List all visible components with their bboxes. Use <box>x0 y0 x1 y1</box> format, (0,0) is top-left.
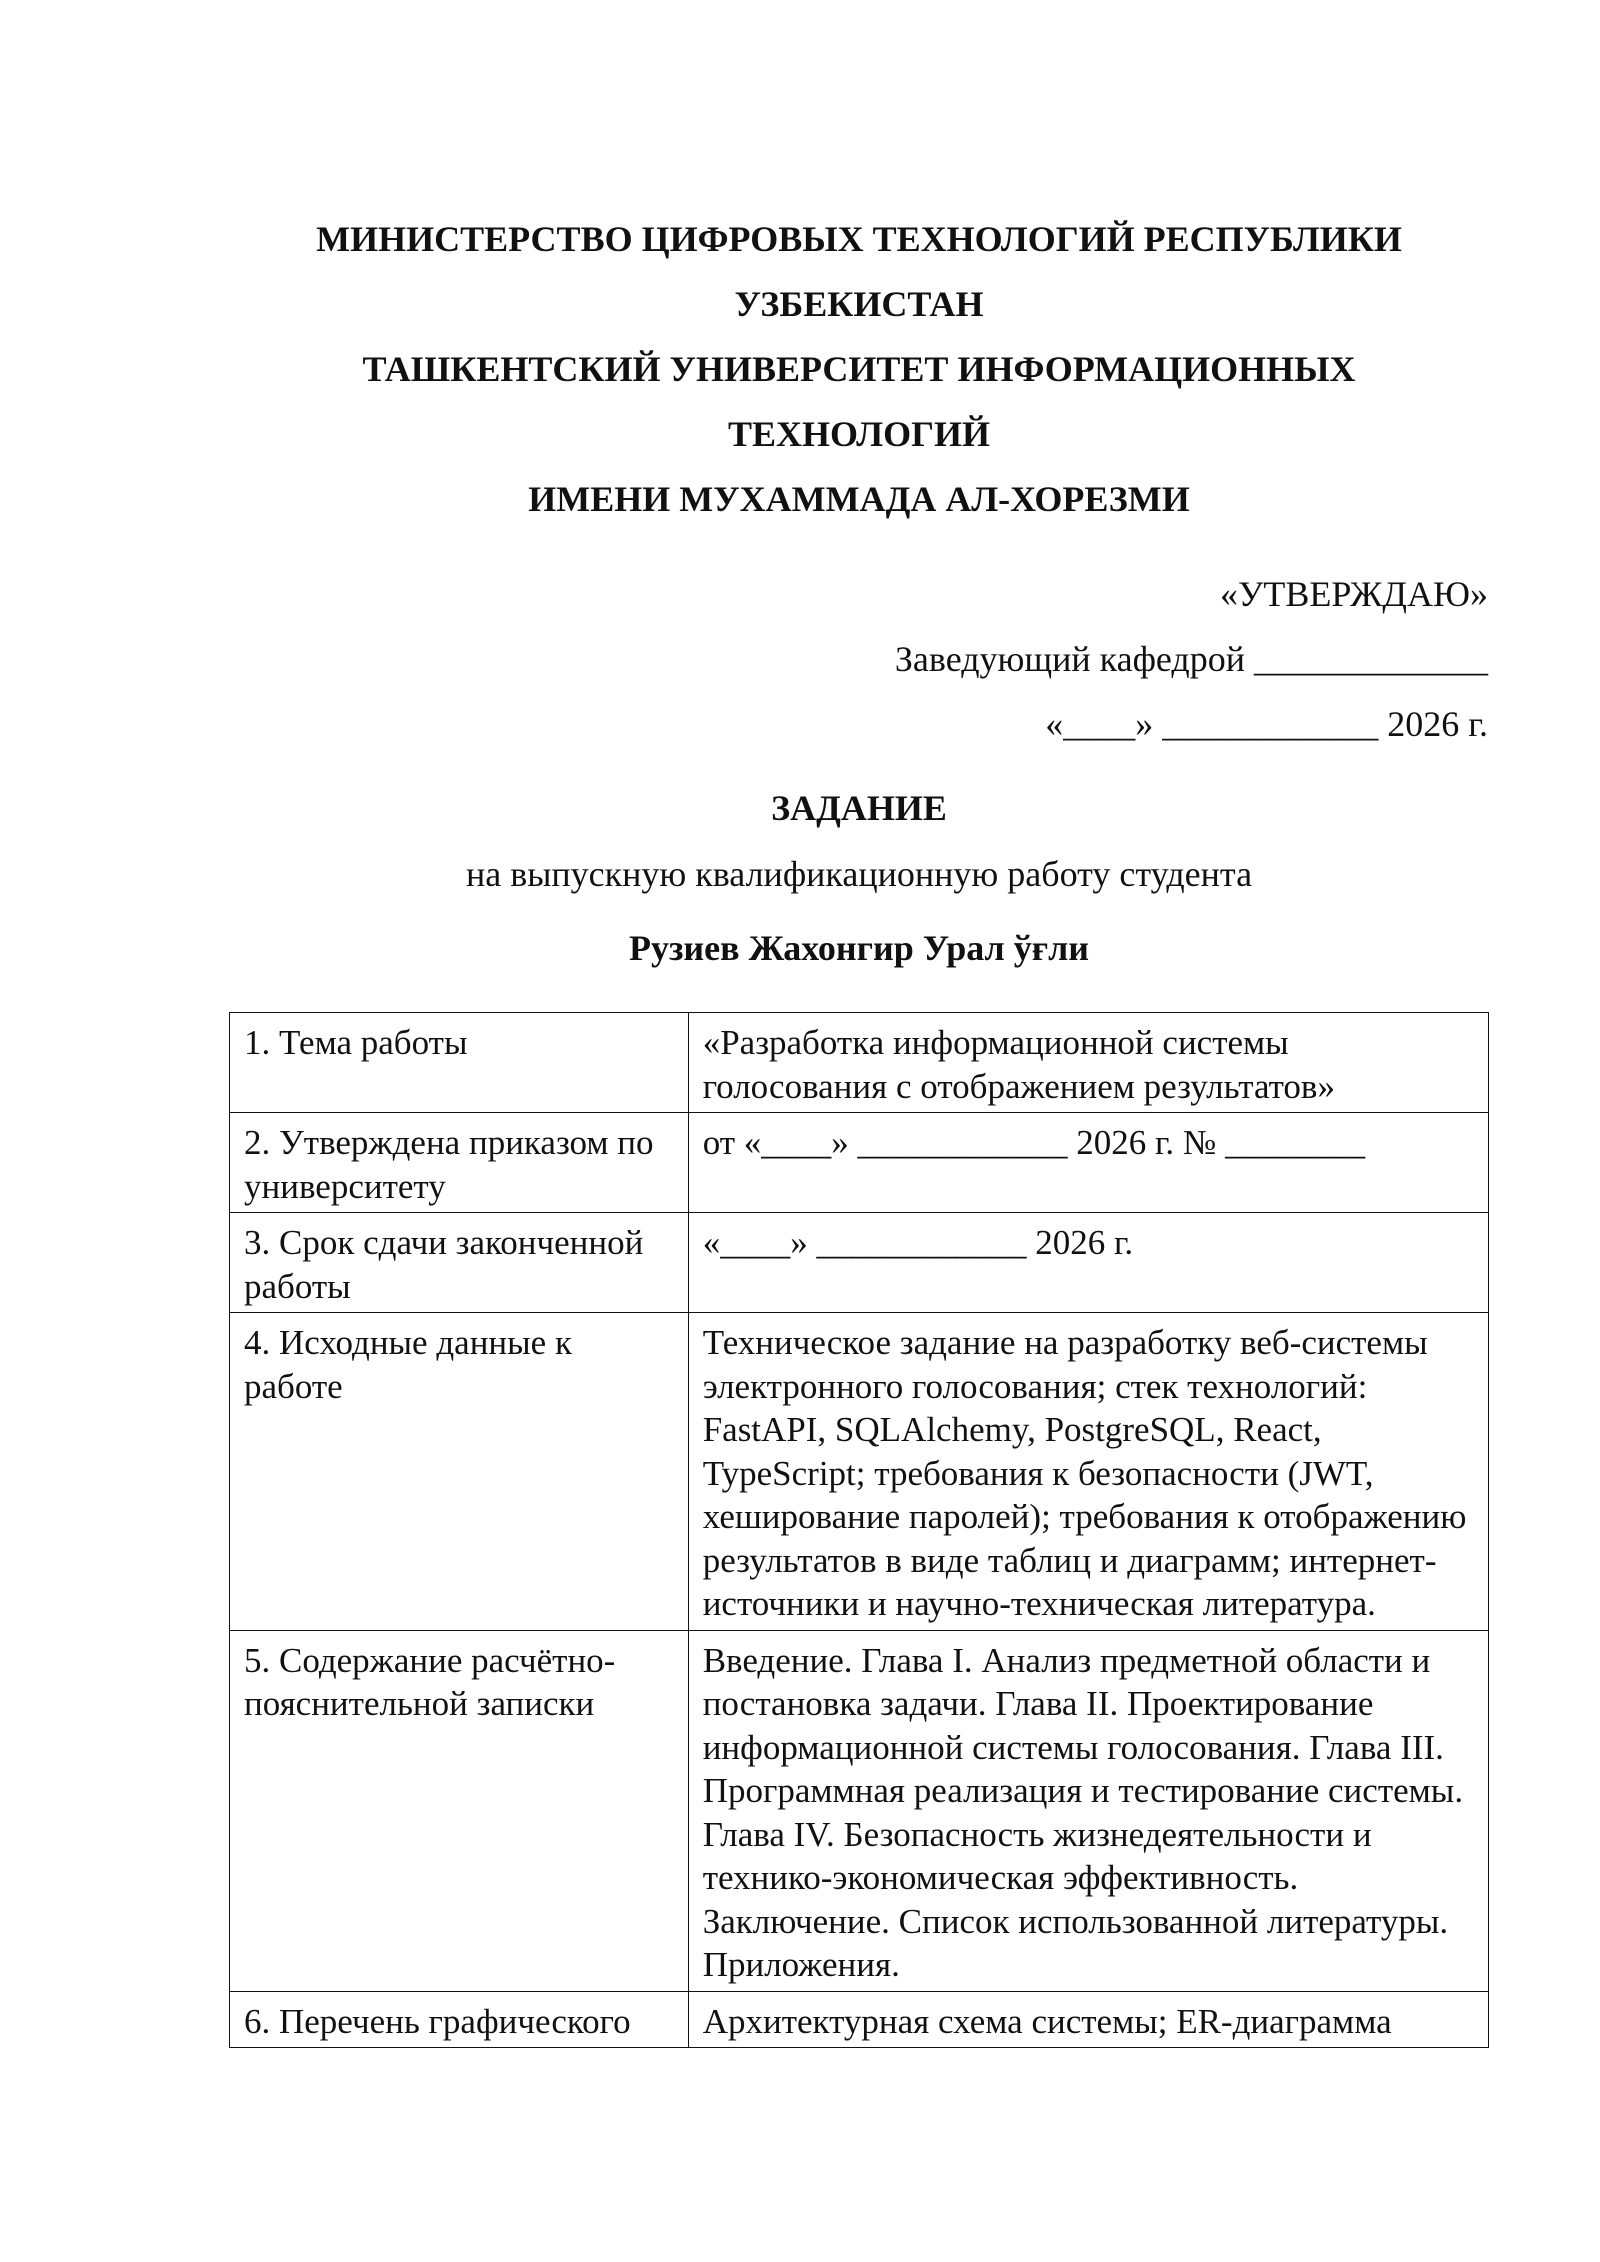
table-row <box>230 1113 1489 1213</box>
row-label-cell <box>230 1313 689 1631</box>
approve-label: «УТВЕРЖДАЮ» <box>1219 574 1488 614</box>
row-label: 3. Срок сдачи законченной работы <box>244 1223 644 1306</box>
row-value-cell <box>688 1113 1488 1213</box>
row-label-cell <box>230 1630 689 1991</box>
row-value-cell <box>688 1991 1488 2048</box>
row-label: 6. Перечень графического <box>244 2001 631 2041</box>
row-label: 1. Тема работы <box>244 1023 468 1062</box>
header-line: ТЕХНОЛОГИЙ <box>728 414 990 454</box>
row-label-cell <box>230 1213 689 1313</box>
head-of-department-line: Заведующий кафедрой _____________ <box>894 639 1488 679</box>
row-value: Введение. Глава I. Анализ предметной области и постановка задачи. Глава II. Проектирование информационной системы голосования. Глава III. Программная реализация и тестирование системы. Глава IV. Безопасность жизнедеятельности и технико-экономическая эффективность. Заключение. Список использованной литературы. Приложения. <box>702 1640 1464 1984</box>
header-line: ИМЕНИ МУХАММАДА АЛ-ХОРЕЗМИ <box>528 479 1190 519</box>
row-value-cell <box>688 1213 1488 1313</box>
row-label: 4. Исходные данные к работе <box>244 1323 572 1406</box>
row-label-cell <box>230 1991 689 2048</box>
row-value-cell <box>688 1313 1488 1631</box>
row-value-cell <box>688 1013 1488 1113</box>
header-line: ТАШКЕНТСКИЙ УНИВЕРСИТЕТ ИНФОРМАЦИОННЫХ <box>362 349 1356 389</box>
row-label: 2. Утверждена приказом по университету <box>244 1123 654 1206</box>
student-name: Рузиев Жахонгир Урал ўғли <box>628 928 1090 968</box>
ministry-header <box>229 207 1489 532</box>
approval-block <box>688 562 1488 757</box>
task-subtitle: на выпускную квалификационную работу студента <box>465 854 1253 894</box>
row-value-cell <box>688 1630 1488 1991</box>
table-row <box>230 1013 1489 1113</box>
row-value: «Разработка информационной системы голосования с отображением результатов» <box>702 1023 1335 1106</box>
approval-date-line: «____» ____________ 2026 г. <box>1045 704 1488 744</box>
header-line: УЗБЕКИСТАН <box>734 284 984 324</box>
row-value: Техническое задание на разработку веб-системы электронного голосования; стек технологий: FastAPI, SQLAlchemy, PostgreSQL, React, TypeScript; требования к безопасности (JWT, хеширование паролей); требования к отображению результатов в виде таблиц и диаграмм; интернет-источники и научно-техническая литература. <box>702 1323 1467 1623</box>
task-table <box>229 1012 1489 2048</box>
row-label-cell <box>230 1113 689 1213</box>
row-value: «____» ____________ 2026 г. <box>702 1223 1134 1262</box>
row-value: Архитектурная схема системы; ER-диаграмма <box>702 2001 1392 2041</box>
header-line: МИНИСТЕРСТВО ЦИФРОВЫХ ТЕХНОЛОГИЙ РЕСПУБЛИКИ <box>316 219 1402 259</box>
table-row <box>230 1213 1489 1313</box>
row-value: от «____» ____________ 2026 г. № ________ <box>702 1123 1366 1162</box>
task-title: ЗАДАНИЕ <box>771 788 947 828</box>
table-row <box>230 1991 1489 2048</box>
row-label: 5. Содержание расчётно-пояснительной записки <box>244 1640 616 1723</box>
row-label-cell <box>230 1013 689 1113</box>
table-row <box>230 1630 1489 1991</box>
table-row <box>230 1313 1489 1631</box>
